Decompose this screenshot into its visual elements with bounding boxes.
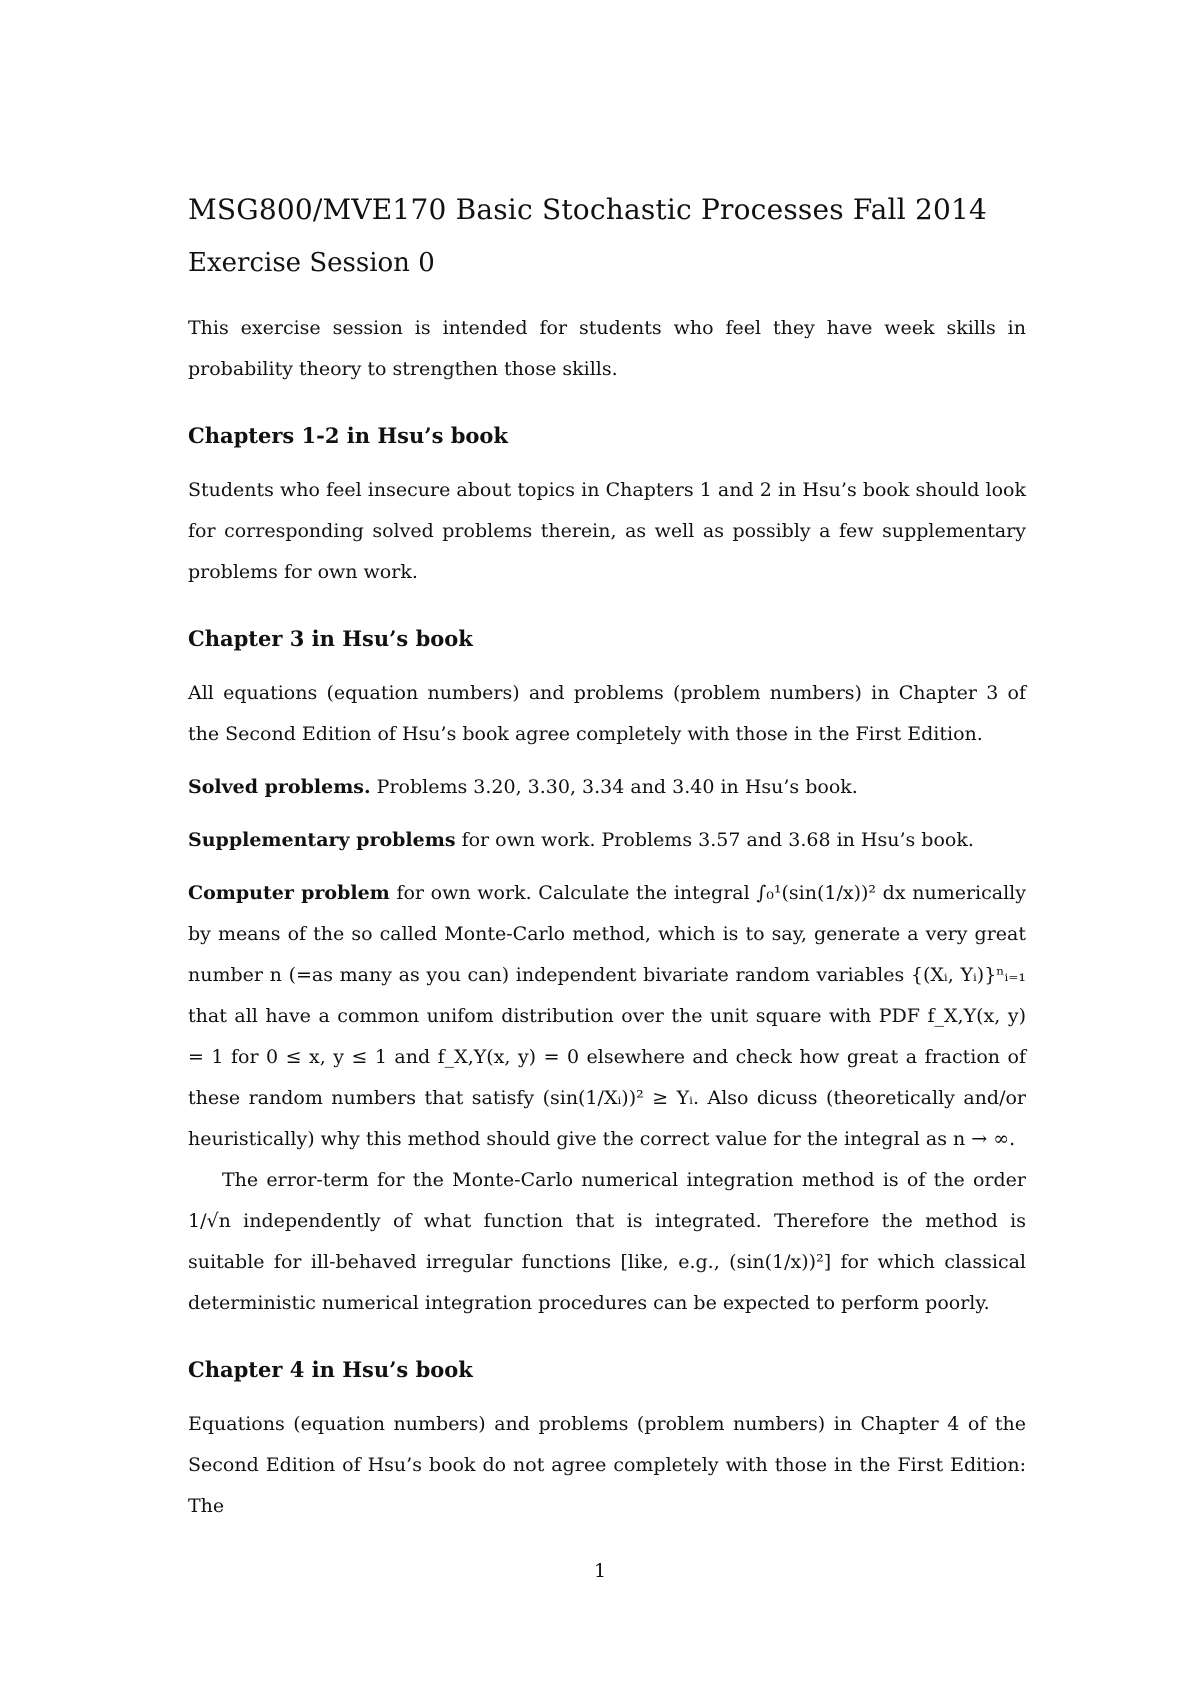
section-body-chapter-4: Equations (equation numbers) and problems (problem numbers) in Chapter 4 of the Second Edition of Hsu’s book do not agree completely with those in the First Edition: The: [188, 1413, 1026, 1517]
section-heading-chapters-1-2: Chapters 1-2 in Hsu’s book: [188, 423, 508, 448]
intro-paragraph: This exercise session is intended for students who feel they have week skills in probability theory to strengthen those skills.: [188, 317, 1026, 380]
solved-problems-text: Problems 3.20, 3.30, 3.34 and 3.40 in Hsu’s book.: [370, 776, 858, 798]
supplementary-problems-paragraph: [188, 820, 1026, 861]
section-body-chapter-3: All equations (equation numbers) and problems (problem numbers) in Chapter 3 of the Second Edition of Hsu’s book agree completely with those in the First Edition.: [188, 682, 1026, 745]
document-title: MSG800/MVE170 Basic Stochastic Processes Fall 2014: [188, 193, 988, 226]
error-term-paragraph: The error-term for the Monte-Carlo numerical integration method is of the order 1/√n independently of what function that is integrated. Therefore the method is suitable for ill-behaved irregular functions [like, e.g., (sin(1/x))²] for which classical deterministic numerical integration procedures can be expected to perform poorly.: [188, 1169, 1026, 1314]
solved-problems-lead: Solved problems.: [188, 776, 371, 798]
computer-problem-paragraph: [188, 873, 1026, 1160]
computer-problem-text: for own work. Calculate the integral ∫₀¹(sin(1/x))² dx numerically by means of the so called Monte-Carlo method, which is to say, generate a very great number n (=as many as you can) independent bivariate random variables {(Xᵢ, Yᵢ)}ⁿᵢ₌₁ that all have a common unifom distribution over the unit square with PDF f_X,Y(x, y) = 1 for 0 ≤ x, y ≤ 1 and f_X,Y(x, y) = 0 elsewhere and check how great a fraction of these random numbers that satisfy (sin(1/Xᵢ))² ≥ Yᵢ. Also dicuss (theoretically and/or heuristically) why this method should give the correct value for the integral as n → ∞.: [188, 882, 1026, 1150]
solved-problems-paragraph: [188, 767, 1026, 808]
computer-problem-lead: Computer problem: [188, 882, 390, 904]
page-number: 1: [593, 1560, 607, 1582]
section-heading-chapter-3: Chapter 3 in Hsu’s book: [188, 626, 473, 651]
section-heading-chapter-4: Chapter 4 in Hsu’s book: [188, 1357, 473, 1382]
document-subtitle: Exercise Session 0: [188, 248, 435, 278]
supplementary-problems-text: for own work. Problems 3.57 and 3.68 in Hsu’s book.: [455, 829, 974, 851]
section-body-chapters-1-2: Students who feel insecure about topics in Chapters 1 and 2 in Hsu’s book should look for corresponding solved problems therein, as well as possibly a few supplementary problems for own work.: [188, 479, 1026, 583]
supplementary-problems-lead: Supplementary problems: [188, 829, 456, 851]
document-page: [188, 190, 1026, 1527]
